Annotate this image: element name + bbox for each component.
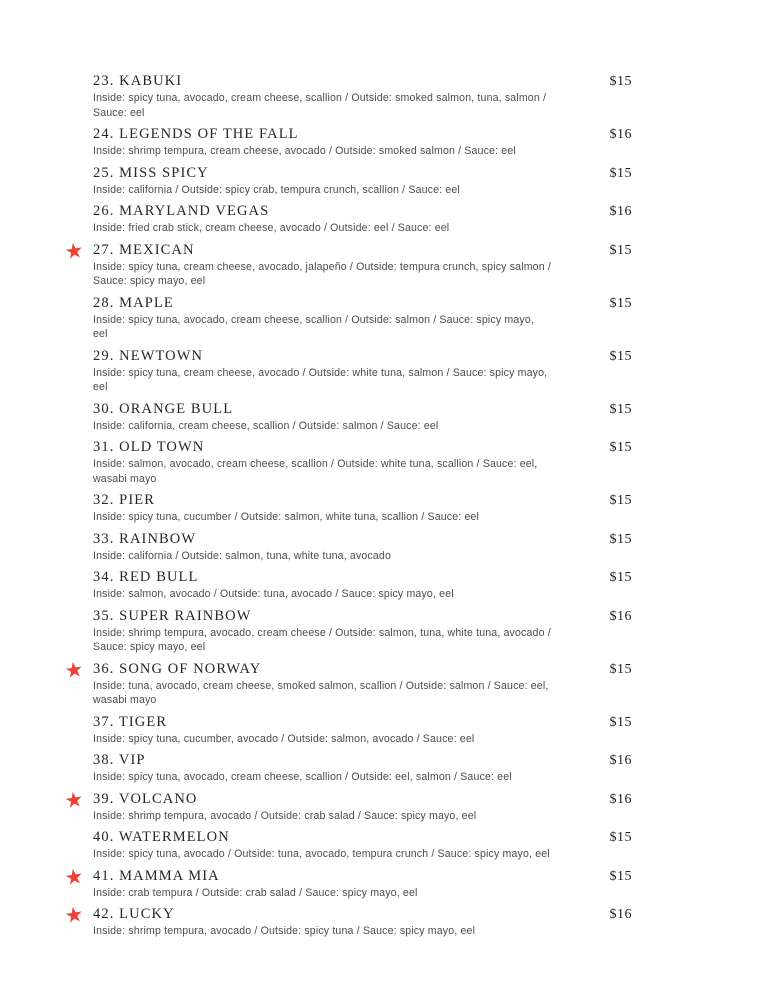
item-description: Inside: spicy tuna, avocado, cream cheese, scallion / Outside: salmon / Sauce: spicy mayo, eel: [93, 313, 534, 340]
item-title: [93, 790, 198, 809]
item-header: [93, 125, 632, 144]
item-price: $15: [609, 440, 632, 455]
menu-item: [93, 72, 632, 120]
item-name: LUCKY: [119, 906, 175, 922]
item-price: $15: [609, 348, 632, 364]
item-number: 33.: [93, 530, 115, 547]
item-title: [93, 751, 146, 770]
item-price: $16: [609, 127, 632, 142]
item-price: $16: [609, 753, 632, 768]
menu-item: [93, 400, 632, 434]
item-price: $15: [609, 493, 632, 508]
item-header: [93, 400, 632, 419]
item-name: RAINBOW: [119, 530, 197, 547]
item-title: [93, 294, 174, 313]
item-title: [93, 568, 198, 587]
item-description: Inside: shrimp tempura, avocado, cream cheese / Outside: salmon, tuna, white tuna, avocado / Sauce: spicy mayo, eel: [93, 626, 551, 653]
item-number: 26.: [93, 203, 115, 219]
item-number: 42.: [93, 906, 115, 922]
item-title: [93, 72, 182, 91]
menu-item: [93, 347, 632, 395]
item-name: VOLCANO: [118, 790, 198, 807]
item-name: SUPER RAINBOW: [119, 607, 252, 624]
item-header: [93, 828, 632, 847]
item-price: $16: [609, 907, 632, 922]
item-header: [93, 347, 632, 366]
item-header: [93, 530, 632, 549]
item-header: [93, 294, 632, 313]
item-description: Inside: california, cream cheese, scallion / Outside: salmon / Sauce: eel: [93, 419, 439, 432]
item-name: MAPLE: [119, 294, 174, 311]
item-title: [93, 660, 261, 679]
item-name: MARYLAND VEGAS: [119, 203, 270, 219]
menu-item: [93, 607, 632, 655]
item-description: Inside: spicy tuna, avocado / Outside: tuna, avocado, tempura crunch / Sauce: spicy mayo, eel: [93, 848, 550, 860]
item-description: Inside: california / Outside: spicy crab, tempura crunch, scallion / Sauce: eel: [93, 183, 460, 196]
item-title: [93, 530, 196, 549]
item-number: 39.: [93, 790, 115, 807]
item-description: Inside: salmon, avocado, cream cheese, scallion / Outside: white tuna, scallion / Sauce: eel, wasabi mayo: [93, 458, 538, 485]
item-description: Inside: california / Outside: salmon, tuna, white tuna, avocado: [93, 549, 391, 562]
menu-item: [93, 530, 632, 564]
item-description: Inside: crab tempura / Outside: crab salad / Sauce: spicy mayo, eel: [93, 886, 418, 899]
item-description: Inside: shrimp tempura, avocado / Outside: spicy tuna / Sauce: spicy mayo, eel: [93, 925, 476, 937]
item-header: [93, 751, 632, 770]
item-name: MISS SPICY: [119, 164, 209, 181]
item-description: Inside: spicy tuna, avocado, cream cheese, scallion / Outside: eel, salmon / Sauce: eel: [93, 771, 512, 783]
item-title: [93, 125, 299, 144]
item-price: $15: [609, 401, 632, 417]
star-icon: ★: [62, 656, 85, 683]
item-header: [93, 790, 632, 809]
item-number: 30.: [93, 400, 115, 417]
item-number: 40.: [93, 829, 115, 845]
item-title: [93, 347, 203, 366]
item-title: [93, 241, 195, 260]
item-name: KABUKI: [119, 73, 183, 89]
item-number: 29.: [93, 347, 115, 364]
item-price: $15: [609, 531, 632, 547]
item-description: Inside: shrimp tempura, avocado / Outside: crab salad / Sauce: spicy mayo, eel: [93, 809, 477, 822]
menu-item: [93, 202, 632, 236]
menu-item: [93, 491, 632, 525]
star-icon: ★: [62, 863, 85, 890]
item-price: $15: [609, 830, 632, 845]
item-title: [93, 905, 175, 924]
item-name: RED BULL: [119, 569, 199, 585]
item-number: 38.: [93, 752, 115, 768]
item-description: Inside: spicy tuna, cucumber / Outside: salmon, white tuna, scallion / Sauce: eel: [93, 511, 480, 523]
item-number: 23.: [93, 73, 115, 89]
star-icon: ★: [62, 901, 85, 929]
item-name: NEWTOWN: [119, 347, 204, 364]
menu-item: [93, 164, 632, 198]
item-description: Inside: salmon, avocado / Outside: tuna, avocado / Sauce: spicy mayo, eel: [93, 588, 454, 600]
item-price: $15: [609, 295, 632, 311]
item-title: [93, 164, 209, 183]
item-description: Inside: shrimp tempura, cream cheese, avocado / Outside: smoked salmon / Sauce: eel: [93, 145, 516, 157]
item-title: [93, 867, 220, 886]
item-title: [93, 491, 155, 510]
menu-item: [62, 656, 632, 708]
menu-item: [62, 863, 632, 901]
item-number: 25.: [93, 164, 115, 181]
item-price: $15: [609, 570, 632, 585]
menu-item: [93, 751, 632, 785]
menu-item: [93, 125, 632, 159]
item-header: [93, 164, 632, 183]
item-name: MEXICAN: [119, 241, 195, 258]
item-title: [93, 713, 167, 732]
item-header: [93, 607, 632, 626]
item-header: [93, 241, 632, 260]
item-name: SONG OF NORWAY: [119, 660, 262, 677]
item-price: $15: [609, 165, 632, 181]
item-title: [93, 202, 269, 221]
item-header: [93, 491, 632, 510]
item-name: TIGER: [118, 713, 168, 730]
item-number: 31.: [93, 439, 115, 455]
menu-list: [62, 72, 632, 944]
item-header: [93, 438, 632, 457]
item-description: Inside: spicy tuna, cream cheese, avocado, jalapeño / Outside: tempura crunch, spicy salmon / Sauce: spicy mayo, eel: [93, 260, 551, 287]
item-price: $15: [609, 74, 632, 89]
menu-item: [93, 294, 632, 342]
item-name: LEGENDS OF THE FALL: [119, 126, 299, 142]
item-number: 41.: [93, 867, 115, 884]
item-price: $16: [609, 791, 632, 807]
item-description: Inside: fried crab stick, cream cheese, avocado / Outside: eel / Sauce: eel: [93, 222, 450, 234]
star-icon: ★: [62, 786, 85, 813]
item-price: $15: [609, 868, 632, 884]
menu-item: [62, 237, 632, 289]
item-header: [93, 72, 632, 91]
item-number: 35.: [93, 607, 115, 624]
item-number: 37.: [93, 713, 115, 730]
item-number: 34.: [93, 569, 115, 585]
item-price: $16: [609, 608, 632, 624]
item-name: ORANGE BULL: [119, 400, 234, 417]
star-icon: ★: [62, 237, 85, 264]
item-name: MAMMA MIA: [119, 867, 220, 884]
item-description: Inside: spicy tuna, cucumber, avocado / Outside: salmon, avocado / Sauce: eel: [93, 732, 475, 745]
item-header: [93, 660, 632, 679]
item-header: [93, 202, 632, 221]
menu-item: [62, 901, 632, 939]
item-number: 36.: [93, 660, 115, 677]
item-header: [93, 568, 632, 587]
item-name: OLD TOWN: [119, 439, 205, 455]
item-number: 27.: [93, 241, 115, 258]
menu-item: [93, 568, 632, 602]
item-price: $15: [609, 242, 632, 258]
item-number: 28.: [93, 294, 115, 311]
menu-item: [93, 438, 632, 486]
item-name: WATERMELON: [118, 829, 230, 845]
item-title: [93, 828, 230, 847]
item-price: $15: [609, 661, 632, 677]
item-number: 24.: [93, 126, 115, 142]
item-price: $16: [609, 204, 632, 219]
menu-item: [93, 828, 632, 862]
item-description: Inside: tuna, avocado, cream cheese, smoked salmon, scallion / Outside: salmon / Sauce: eel, wasabi mayo: [93, 679, 549, 706]
item-name: PIER: [119, 492, 155, 508]
item-description: Inside: spicy tuna, cream cheese, avocado / Outside: white tuna, salmon / Sauce: spicy mayo, eel: [93, 366, 548, 393]
item-title: [93, 438, 204, 457]
item-name: VIP: [118, 752, 146, 768]
menu-item: [62, 786, 632, 824]
item-title: [93, 400, 233, 419]
item-title: [93, 607, 252, 626]
item-description: Inside: spicy tuna, avocado, cream cheese, scallion / Outside: smoked salmon, tuna, salmon / Sauce: eel: [93, 92, 547, 119]
item-header: [93, 713, 632, 732]
item-price: $15: [609, 714, 632, 730]
item-header: [93, 905, 632, 924]
menu-item: [93, 713, 632, 747]
item-number: 32.: [93, 492, 115, 508]
item-header: [93, 867, 632, 886]
